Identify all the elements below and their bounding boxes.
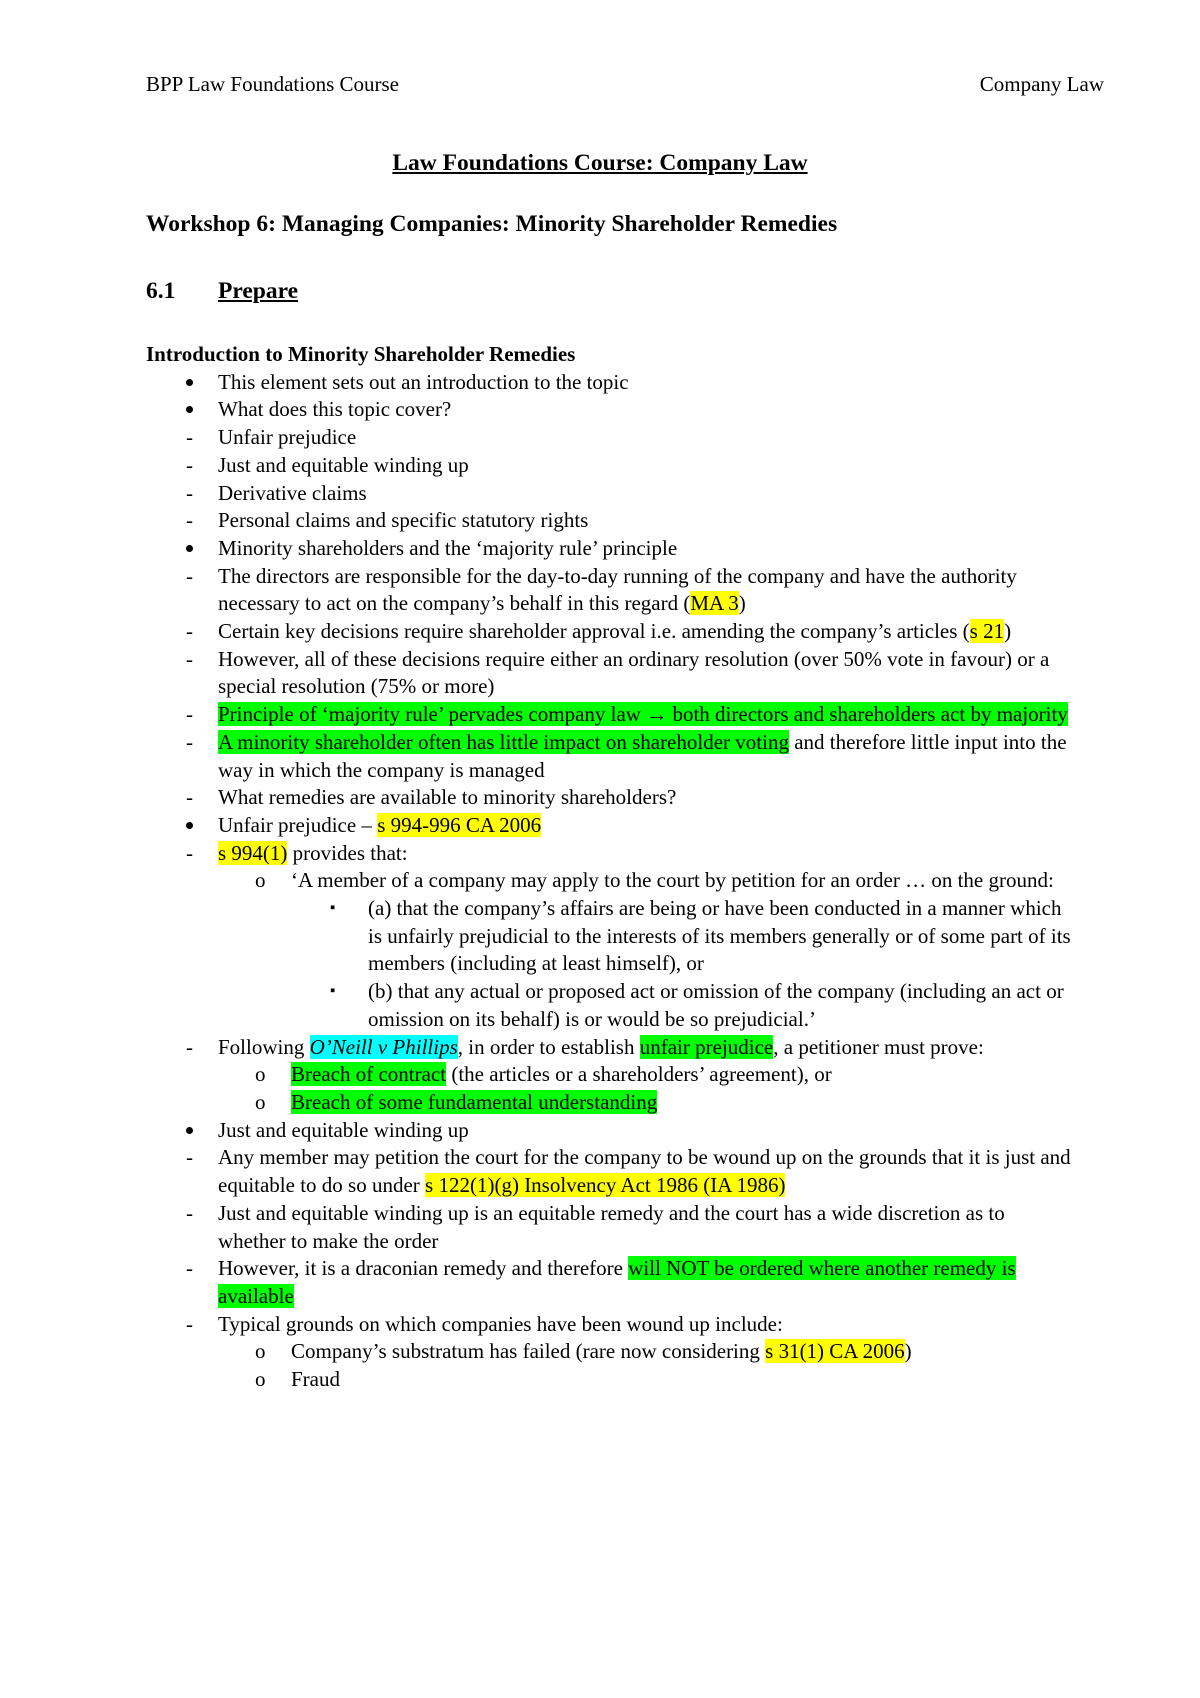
intro-heading: Introduction to Minority Shareholder Remedies (146, 342, 576, 366)
list-item: - Typical grounds on which companies have been wound up include: (146, 1311, 1076, 1339)
list-item: o Company’s substratum has failed (rare now considering s 31(1) CA 2006) (146, 1338, 1076, 1366)
bullet-marker (186, 1127, 193, 1134)
list-item: - Personal claims and specific statutory rights (146, 507, 1076, 535)
circle-marker: o (255, 1367, 266, 1392)
statutory-reference: MA 3 (690, 591, 739, 616)
list-item: - Just and equitable winding up is an equitable remedy and the court has a wide discretion as to whether to make the order (186, 1200, 1005, 1253)
list-item: - A minority shareholder often has little impact on shareholder voting and therefore little input into the way in which the company is managed (186, 729, 1067, 782)
key-point-highlight: Principle of ‘majority rule’ pervades company law → both directors and shareholders act by majority (218, 702, 1068, 727)
list-item: - Following O’Neill v Phillips, in order to establish unfair prejudice, a petitioner must prove: (146, 1034, 1076, 1062)
list-item: o Breach of contract (the articles or a shareholders’ agreement), or (146, 1061, 1076, 1089)
dash-marker: - (186, 1311, 193, 1336)
dash-marker: - (186, 508, 193, 533)
list-item: - Certain key decisions require shareholder approval i.e. amending the company’s articles (s 21) (146, 618, 1076, 646)
list-item: - s 994(1) provides that: (146, 840, 1076, 868)
list-item (146, 701, 1076, 729)
header-right: Company Law (979, 72, 1104, 96)
key-point-highlight: will NOT be ordered where another remedy is available (218, 1256, 1016, 1308)
list-item: What does this topic cover? (146, 396, 1076, 424)
list-item: - Any member may petition the court for the company to be wound up on the grounds that it is just and equitable to do so under s 122(1)(g) Insolvency Act 1986 (IA 1986) (186, 1145, 1071, 1198)
list-item: o ‘A member of a company may apply to the court by petition for an order … on the ground: (146, 867, 1076, 895)
dash-marker: - (186, 646, 193, 671)
key-point-highlight: Breach of some fundamental understanding (291, 1089, 658, 1114)
bullet-marker (186, 406, 193, 413)
statutory-reference: s 21 (969, 619, 1005, 644)
dash-marker: - (186, 785, 193, 810)
dash-marker: - (186, 480, 193, 505)
dash-marker: - (186, 1256, 193, 1281)
list-item: - Just and equitable winding up (146, 452, 1076, 480)
statutory-reference: s 31(1) CA 2006 (765, 1339, 905, 1364)
list-item: - What remedies are available to minority shareholders? (146, 784, 1076, 812)
section-number: 6.1 (146, 278, 176, 304)
square-marker: ▪ (330, 900, 336, 917)
section-title: Prepare (218, 278, 299, 304)
list-item: - The directors are responsible for the day-to-day running of the company and have the authority necessary to act on the company’s behalf in this regard (MA 3) (186, 563, 1017, 616)
list-item: - However, it is a draconian remedy and therefore will NOT be ordered where another remedy is available (186, 1256, 1016, 1308)
dash-marker: - (186, 452, 193, 477)
list-item: Just and equitable winding up (146, 1117, 1076, 1145)
square-marker: ▪ (330, 983, 336, 1000)
key-point-highlight: Breach of contract (291, 1062, 447, 1087)
list-item: - Unfair prejudice (146, 424, 1076, 452)
dash-marker: - (186, 425, 193, 450)
list-item: - However, all of these decisions require either an ordinary resolution (over 50% vote in favour) or a special resolution (75% or more) (186, 646, 1050, 699)
workshop-subtitle: Workshop 6: Managing Companies: Minority Shareholder Remedies (146, 211, 838, 237)
list-item: o Fraud (146, 1366, 1076, 1394)
section-heading (146, 278, 298, 305)
bullet-marker (186, 545, 193, 552)
list-item (146, 1089, 1076, 1117)
statutory-reference: s 994-996 CA 2006 (377, 812, 542, 837)
circle-marker: o (255, 1062, 266, 1087)
document-body (146, 341, 1076, 1394)
case-name: O’Neill v Phillips (309, 1034, 458, 1059)
key-point-highlight: A minority shareholder often has little impact on shareholder voting (218, 729, 789, 754)
circle-marker: o (255, 868, 266, 893)
bullet-marker (186, 822, 193, 829)
dash-marker: - (186, 840, 193, 865)
list-item: Minority shareholders and the ‘majority rule’ principle (146, 535, 1076, 563)
circle-marker: o (255, 1089, 266, 1114)
list-item: ▪ (b) that any actual or proposed act or omission of the company (including an act or omission on its behalf) is or would be so prejudicial.’ (330, 979, 1064, 1031)
list-item: Unfair prejudice – s 994-996 CA 2006 (146, 812, 1076, 840)
header-left: BPP Law Foundations Course (146, 72, 399, 96)
dash-marker: - (186, 619, 193, 644)
dash-marker: - (186, 1200, 193, 1225)
dash-marker: - (186, 563, 193, 588)
dash-marker: - (186, 1034, 193, 1059)
dash-marker: - (186, 729, 193, 754)
list-item: - Derivative claims (146, 480, 1076, 508)
circle-marker: o (255, 1339, 266, 1364)
statutory-reference: s 994(1) (218, 840, 288, 865)
dash-marker: - (186, 1145, 193, 1170)
key-point-highlight: unfair prejudice (639, 1034, 774, 1059)
document-title: Law Foundations Course: Company Law (392, 150, 808, 176)
list-item: This element sets out an introduction to the topic (146, 369, 1076, 397)
bullet-marker (186, 379, 193, 386)
dash-marker: - (186, 702, 193, 727)
statutory-reference: s 122(1)(g) Insolvency Act 1986 (IA 1986) (425, 1173, 786, 1198)
list-item: ▪ (a) that the company’s affairs are being or have been conducted in a manner which is unfairly prejudicial to the interests of its members generally or of some part of its members (including at least himself), or (330, 896, 1071, 976)
